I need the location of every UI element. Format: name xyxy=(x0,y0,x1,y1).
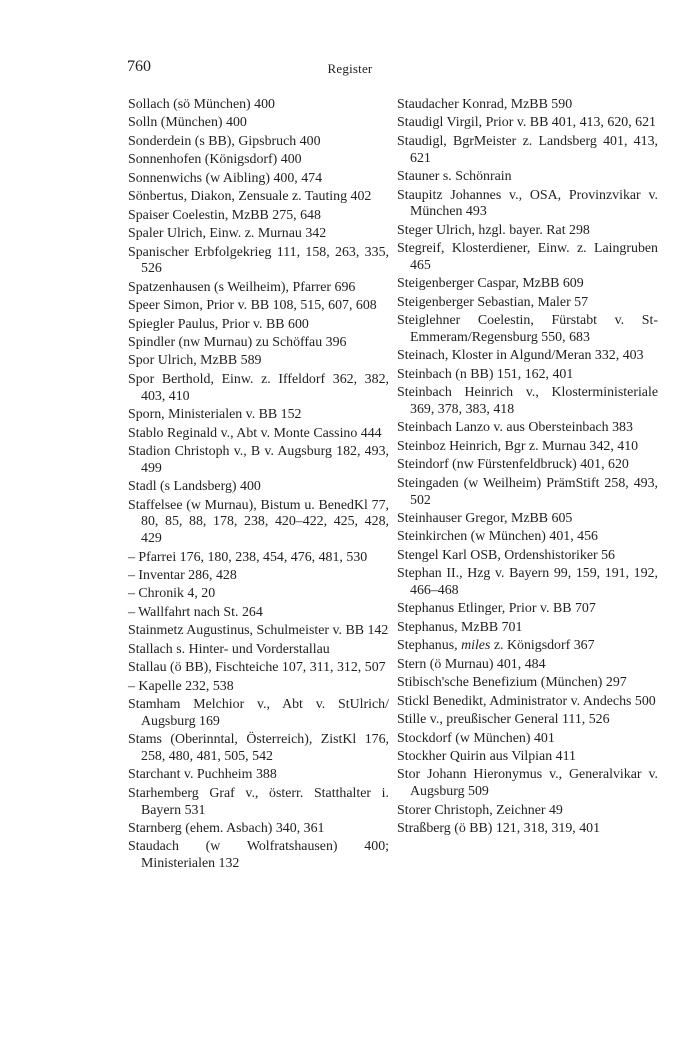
index-entry: Stams (Oberinntal, Österreich), ZistKl 176, 258, 480, 481, 505, 542 xyxy=(128,732,389,764)
index-entry: Starnberg (ehem. Asbach) 340, 361 xyxy=(128,821,325,836)
index-entry: Spatzenhausen (s Weilheim), Pfarrer 696 xyxy=(128,279,356,295)
index-entry: Staupitz Johannes v., OSA, Provinzvikar v. München 493 xyxy=(397,187,658,220)
index-entry: Stauner s. Schönrain xyxy=(397,169,512,185)
page-number: 760 xyxy=(127,58,151,75)
index-entry: Staudacher Konrad, MzBB 590 xyxy=(397,97,573,112)
index-entry: Steinach, Kloster in Algund/Meran 332, 403 xyxy=(397,348,644,364)
index-entry: Stadion Christoph v., B v. Augsburg 182, 493, 499 xyxy=(128,443,389,476)
index-entry: Spindler (nw Murnau) zu Schöffau 396 xyxy=(128,335,347,350)
index-entry: Spor Berthold, Einw. z. Iffeldorf 362, 382, 403, 410 xyxy=(128,371,389,404)
index-entry: Solln (München) 400 xyxy=(128,115,247,131)
index-entry: Spiegler Paulus, Prior v. BB 600 xyxy=(128,316,309,332)
index-entry: Sporn, Ministerialen v. BB 152 xyxy=(128,407,302,423)
index-entry: Sollach (sö München) 400 xyxy=(128,97,275,112)
index-entry: Steiglehner Coelestin, Fürstabt v. St-Emmeram/Regensburg 550, 683 xyxy=(397,313,658,345)
index-entry: Stallach s. Hinter- und Vorderstallau xyxy=(128,641,330,657)
index-entry: Steigenberger Caspar, MzBB 609 xyxy=(397,276,584,292)
index-entry: Stamham Melchior v., Abt v. StUlrich/ Augsburg 169 xyxy=(128,697,389,729)
index-entry: Staudigl, BgrMeister z. Landsberg 401, 413, 621 xyxy=(397,133,658,166)
index-entry: Stadl (s Landsberg) 400 xyxy=(128,479,261,495)
index-entry: Steinhauser Gregor, MzBB 605 xyxy=(397,510,573,526)
running-title: Register xyxy=(327,61,373,76)
index-entry: Steinkirchen (w München) 401, 456 xyxy=(397,529,598,545)
index-entry: Stengel Karl OSB, Ordenshistoriker 56 xyxy=(397,547,615,563)
index-entry: Sonnenwichs (w Aibling) 400, 474 xyxy=(128,170,323,186)
index-entry: Staffelsee (w Murnau), Bistum u. BenedKl 77, 80, 85, 88, 178, 238, 420–422, 425, 428, 429 xyxy=(128,497,389,547)
index-entry: Stephanus, miles z. Königsdorf 367 xyxy=(397,638,595,654)
index-entry: Sönbertus, Diakon, Zensuale z. Tauting 402 xyxy=(128,189,372,205)
index-entry: Sonnenhofen (Königsdorf) 400 xyxy=(128,152,302,168)
index-entry: Spor Ulrich, MzBB 589 xyxy=(128,353,262,369)
index-entry: – Pfarrei 176, 180, 238, 454, 476, 481, 530 xyxy=(128,549,368,565)
index-entry: Sonderdein (s BB), Gipsbruch 400 xyxy=(128,133,321,149)
index-entry: Steindorf (nw Fürstenfeldbruck) 401, 620 xyxy=(397,457,629,473)
index-entry: Stille v., preußischer General 111, 526 xyxy=(397,712,610,728)
index-entry: Steingaden (w Weilheim) PrämStift 258, 493, 502 xyxy=(397,475,658,508)
index-entry: Starhemberg Graf v., österr. Statthalter i. Bayern 531 xyxy=(128,785,389,818)
index-column-left xyxy=(128,97,389,875)
index-entry: – Chronik 4, 20 xyxy=(128,586,216,602)
index-entry: Steinboz Heinrich, Bgr z. Murnau 342, 410 xyxy=(397,438,639,454)
index-entry: Stor Johann Hieronymus v., Generalvikar v. Augsburg 509 xyxy=(397,767,658,800)
index-entry: Steinbach Lanzo v. aus Obersteinbach 383 xyxy=(397,420,633,436)
index-entry: Speer Simon, Prior v. BB 108, 515, 607, 608 xyxy=(128,298,377,314)
index-entry: Stockdorf (w München) 401 xyxy=(397,730,555,746)
index-entry: – Kapelle 232, 538 xyxy=(128,678,234,694)
index-entry: Stallau (ö BB), Fischteiche 107, 311, 312, 507 xyxy=(128,660,386,676)
index-entry: Starchant v. Puchheim 388 xyxy=(128,767,277,783)
index-entry: – Inventar 286, 428 xyxy=(128,567,237,583)
index-entry: Staudigl Virgil, Prior v. BB 401, 413, 620, 621 xyxy=(397,115,656,131)
index-entry: Spanischer Erbfolgekrieg 111, 158, 263, 335, 526 xyxy=(128,244,389,277)
index-entry: Steinbach Heinrich v., Klosterministeriale 369, 378, 383, 418 xyxy=(397,385,658,417)
index-entry: Straßberg (ö BB) 121, 318, 319, 401 xyxy=(397,821,601,836)
index-entry: Stockher Quirin aus Vilpian 411 xyxy=(397,748,576,764)
index-entry: Stern (ö Murnau) 401, 484 xyxy=(397,656,546,672)
index-entry: Staudach (w Wolfratshausen) 400; Ministerialen 132 xyxy=(128,839,389,872)
index-column-right xyxy=(397,97,658,839)
index-entry: Spaler Ulrich, Einw. z. Murnau 342 xyxy=(128,226,327,242)
index-entry: Stickl Benedikt, Administrator v. Andechs 500 xyxy=(397,693,656,709)
index-entry: Steinbach (n BB) 151, 162, 401 xyxy=(397,366,574,382)
index-entry: Stephanus Etlinger, Prior v. BB 707 xyxy=(397,601,596,617)
index-entry: Steigenberger Sebastian, Maler 57 xyxy=(397,294,589,310)
index-entry: Spaiser Coelestin, MzBB 275, 648 xyxy=(128,207,321,223)
index-entry: Stablo Reginald v., Abt v. Monte Cassino 444 xyxy=(128,425,382,441)
index-entry: Stephanus, MzBB 701 xyxy=(397,619,523,635)
index-entry: Stephan II., Hzg v. Bayern 99, 159, 191, 192, 466–468 xyxy=(397,566,658,598)
index-entry: Steger Ulrich, hzgl. bayer. Rat 298 xyxy=(397,222,590,238)
index-entry: Storer Christoph, Zeichner 49 xyxy=(397,802,563,818)
index-entry: Stainmetz Augustinus, Schulmeister v. BB 142 xyxy=(128,623,389,639)
index-entry: Stibisch'sche Benefizium (München) 297 xyxy=(397,675,627,691)
index-entry: – Wallfahrt nach St. 264 xyxy=(128,604,263,620)
index-entry: Stegreif, Klosterdiener, Einw. z. Laingruben 465 xyxy=(397,241,658,273)
